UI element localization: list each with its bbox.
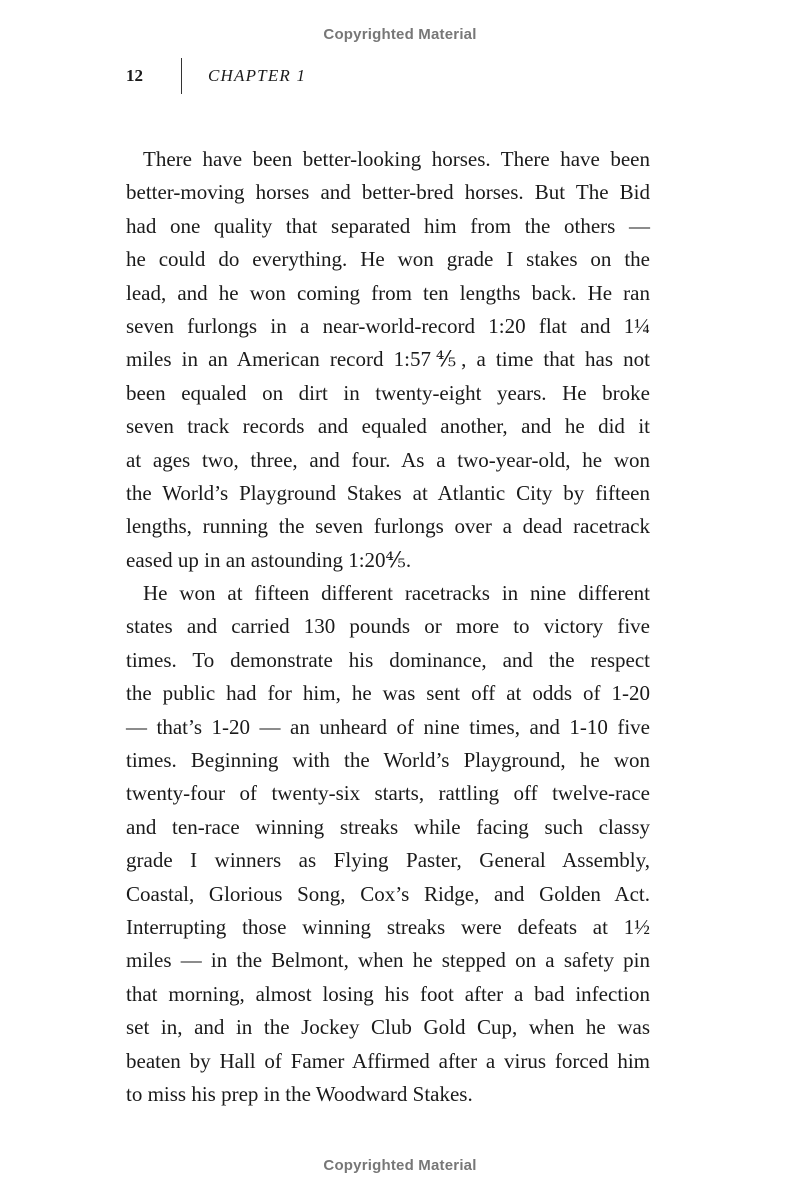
text-line: been equaled on dirt in twenty-eight years. He broke (126, 380, 650, 405)
text-line: Coastal, Glorious Song, Cox’s Ridge, and Golden Act. (126, 881, 650, 906)
text-line: miles in an American record 1:57⅘, a time that has not (126, 347, 650, 372)
copyright-watermark-bottom: Copyrighted Material (323, 1157, 477, 1174)
text-line: better-moving horses and better-bred horses. But The Bid (126, 180, 650, 205)
text-line: had one quality that separated him from the others — (126, 213, 650, 238)
text-line: lead, and he won coming from ten lengths back. He ran (126, 280, 650, 305)
text-line: set in, and in the Jockey Club Gold Cup, when he was (126, 1015, 650, 1040)
text-line: seven furlongs in a near-world-record 1:20 flat and 1¼ (126, 313, 650, 338)
text-line: beaten by Hall of Famer Affirmed after a virus forced him (126, 1048, 650, 1073)
page-number: 12 (126, 66, 143, 85)
header-divider (181, 58, 182, 94)
text-line: the World’s Playground Stakes at Atlantic City by fifteen (126, 480, 650, 505)
text-line: at ages two, three, and four. As a two-year-old, he won (126, 447, 650, 472)
text-line: times. Beginning with the World’s Playground, he won (126, 748, 650, 773)
paragraph-1 (126, 143, 650, 577)
text-line: Interrupting those winning streaks were defeats at 1½ (126, 914, 650, 939)
text-line: eased up in an astounding 1:20⅘. (126, 547, 412, 572)
text-line: seven track records and equaled another, and he did it (126, 414, 650, 439)
text-line: that morning, almost losing his foot after a bad infection (126, 981, 650, 1006)
paragraph-2 (126, 577, 650, 1111)
text-line: the public had for him, he was sent off at odds of 1-20 (126, 681, 650, 706)
text-line: states and carried 130 pounds or more to victory five (126, 614, 650, 639)
text-line: lengths, running the seven furlongs over a dead racetrack (126, 514, 650, 539)
body-text (126, 143, 650, 1111)
text-line: times. To demonstrate his dominance, and the respect (126, 647, 650, 672)
text-line: There have been better-looking horses. There have been (143, 147, 650, 171)
text-line: He won at fifteen different racetracks in nine different (143, 581, 650, 606)
text-line: miles — in the Belmont, when he stepped on a safety pin (126, 948, 650, 973)
copyright-watermark-top: Copyrighted Material (323, 26, 477, 43)
chapter-title: CHAPTER 1 (208, 66, 307, 85)
text-line: — that’s 1-20 — an unheard of nine times, and 1-10 five (126, 714, 650, 739)
text-line: he could do everything. He won grade I stakes on the (126, 247, 650, 272)
text-line: to miss his prep in the Woodward Stakes. (126, 1081, 473, 1106)
text-line: grade I winners as Flying Paster, General Assembly, (126, 848, 650, 873)
text-line: twenty-four of twenty-six starts, rattling off twelve-race (126, 781, 650, 806)
running-head (126, 58, 306, 94)
text-line: and ten-race winning streaks while facing such classy (126, 814, 650, 839)
